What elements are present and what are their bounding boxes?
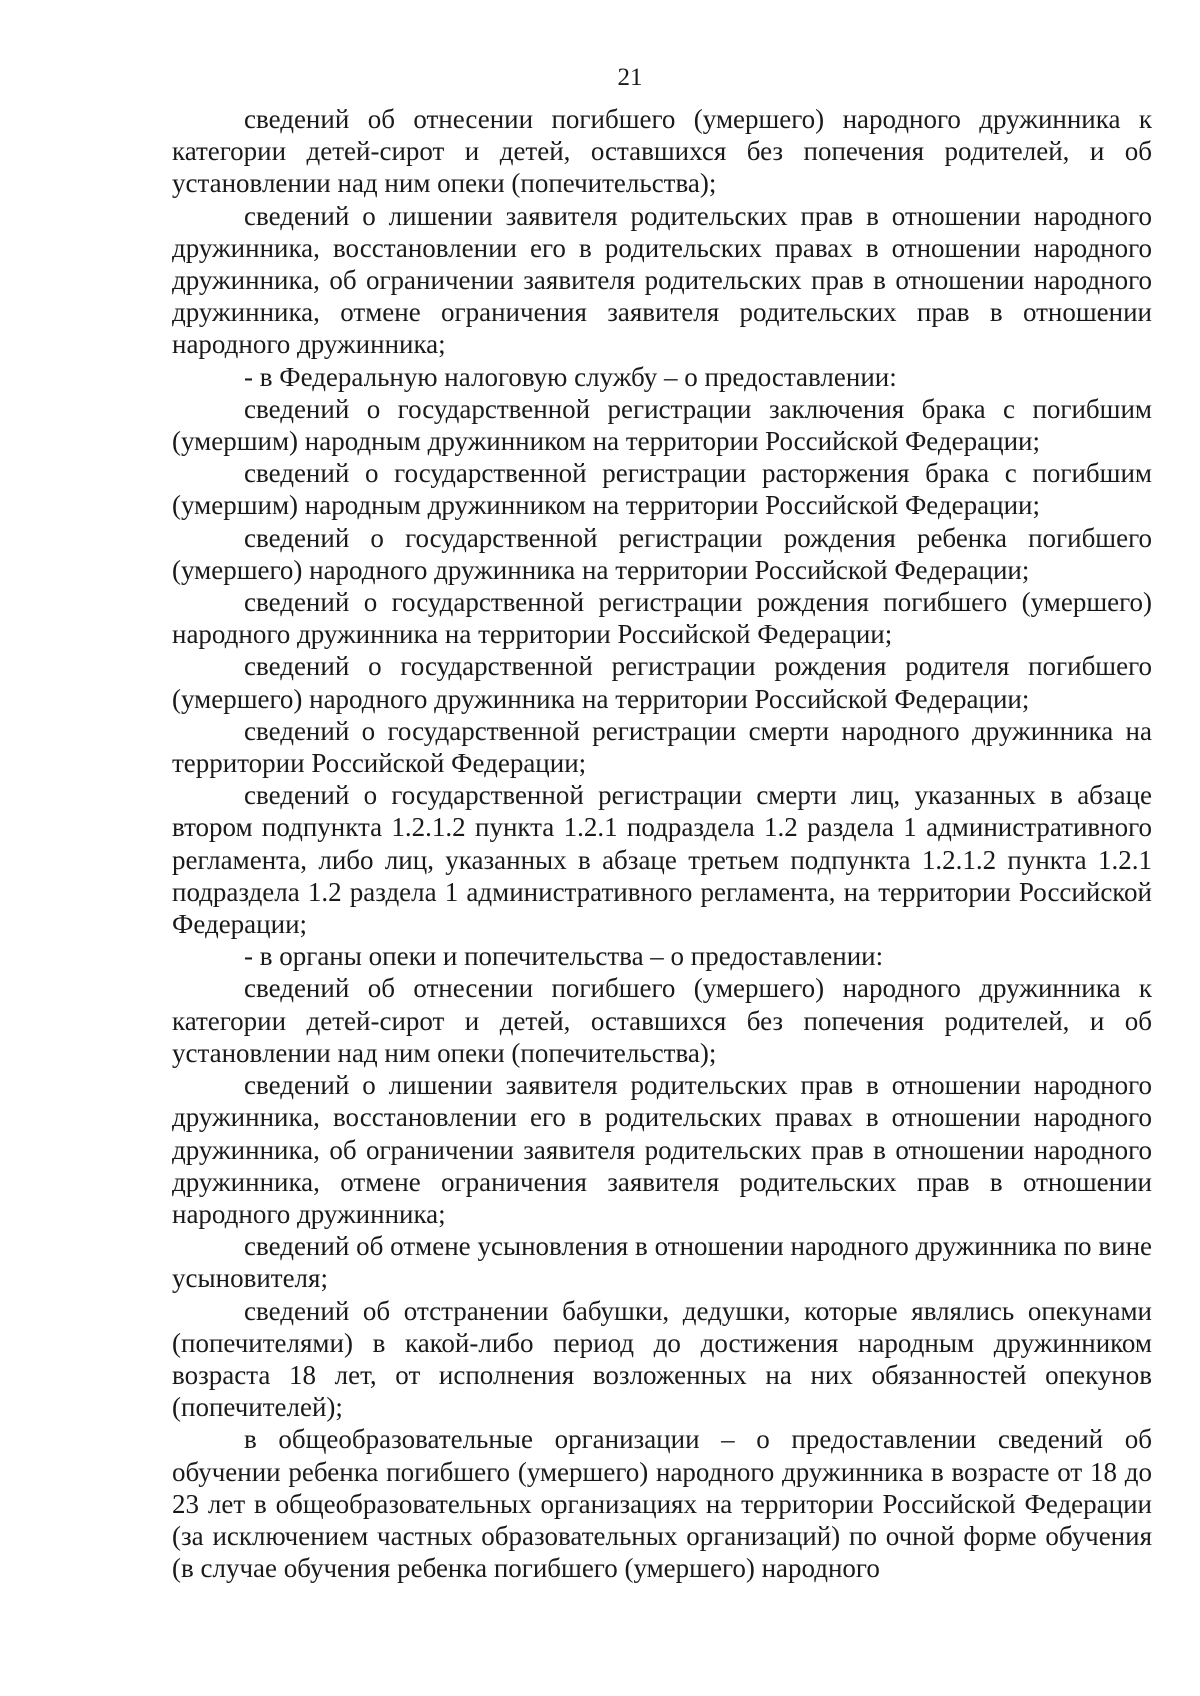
paragraph-15: сведений об отстранении бабушки, дедушки, которые являлись опекунами (попечителями) в какой-либо период до достижения народным дружинником возраста 18 лет, от исполнения возложенных на них обязанностей опекунов (попечителей); xyxy=(172,1295,1152,1423)
paragraph-13: сведений о лишении заявителя родительских прав в отношении народного дружинника, восстановлении его в родительских правах в отношении народного дружинника, об ограничении заявителя родительских прав в отношении народного дружинника, отмене ограничения заявителя родительских прав в отношении народного дружинника; xyxy=(172,1070,1152,1229)
paragraph-2: сведений о лишении заявителя родительских прав в отношении народного дружинника, восстановлении его в родительских правах в отношении народного дружинника, об ограничении заявителя родительских прав в отношении народного дружинника, отмене ограничения заявителя родительских прав в отношении народного дружинника; xyxy=(172,200,1152,360)
paragraph-14: сведений об отмене усыновления в отношении народного дружинника по вине усыновителя; xyxy=(172,1231,1152,1294)
paragraph-11: - в органы опеки и попечительства – о предоставлении: xyxy=(244,941,884,972)
paragraph-12: сведений об отнесении погибшего (умершего) народного дружинника к категории детей-сирот и детей, оставшихся без попечения родителей, и об установлении над ним опеки (попечительства); xyxy=(172,973,1152,1068)
page-number: 21 xyxy=(617,64,643,91)
paragraph-16: в общеобразовательные организации – о предоставлении сведений об обучении ребенка погибшего (умершего) народного дружинника в возрасте от 18 до 23 лет в общеобразовательных организациях на территории Российской Федерации (за исключением частных образовательных организаций) по очной форме обучения (в случае обучения ребенка погибшего (умершего) народного xyxy=(172,1424,1152,1584)
paragraph-9: сведений о государственной регистрации смерти народного дружинника на территории Российской Федерации; xyxy=(172,715,1152,779)
document-body xyxy=(172,103,1152,1584)
paragraph-1: сведений об отнесении погибшего (умершего) народного дружинника к категории детей-сирот и детей, оставшихся без попечения родителей, и об установлении над ним опеки (попечительства); xyxy=(172,104,1152,199)
paragraph-4: сведений о государственной регистрации заключения брака с погибшим (умершим) народным дружинником на территории Российской Федерации; xyxy=(172,393,1152,457)
paragraph-6: сведений о государственной регистрации рождения ребенка погибшего (умершего) народного дружинника на территории Российской Федерации; xyxy=(172,522,1152,585)
paragraph-8: сведений о государственной регистрации рождения родителя погибшего (умершего) народного дружинника на территории Российской Федерации; xyxy=(172,651,1152,714)
paragraph-3: - в Федеральную налоговую службу – о предоставлении: xyxy=(244,361,897,392)
paragraph-5: сведений о государственной регистрации расторжения брака с погибшим (умершим) народным дружинником на территории Российской Федерации; xyxy=(172,458,1152,521)
paragraph-10: сведений о государственной регистрации смерти лиц, указанных в абзаце втором подпункта 1.2.1.2 пункта 1.2.1 подраздела 1.2 раздела 1 административного регламента, либо лиц, указанных в абзаце третьем подпункта 1.2.1.2 пункта 1.2.1 подраздела 1.2 раздела 1 административного регламента, на территории Российской Федерации; xyxy=(172,780,1152,940)
paragraph-7: сведений о государственной регистрации рождения погибшего (умершего) народного дружинника на территории Российской Федерации; xyxy=(172,587,1152,650)
